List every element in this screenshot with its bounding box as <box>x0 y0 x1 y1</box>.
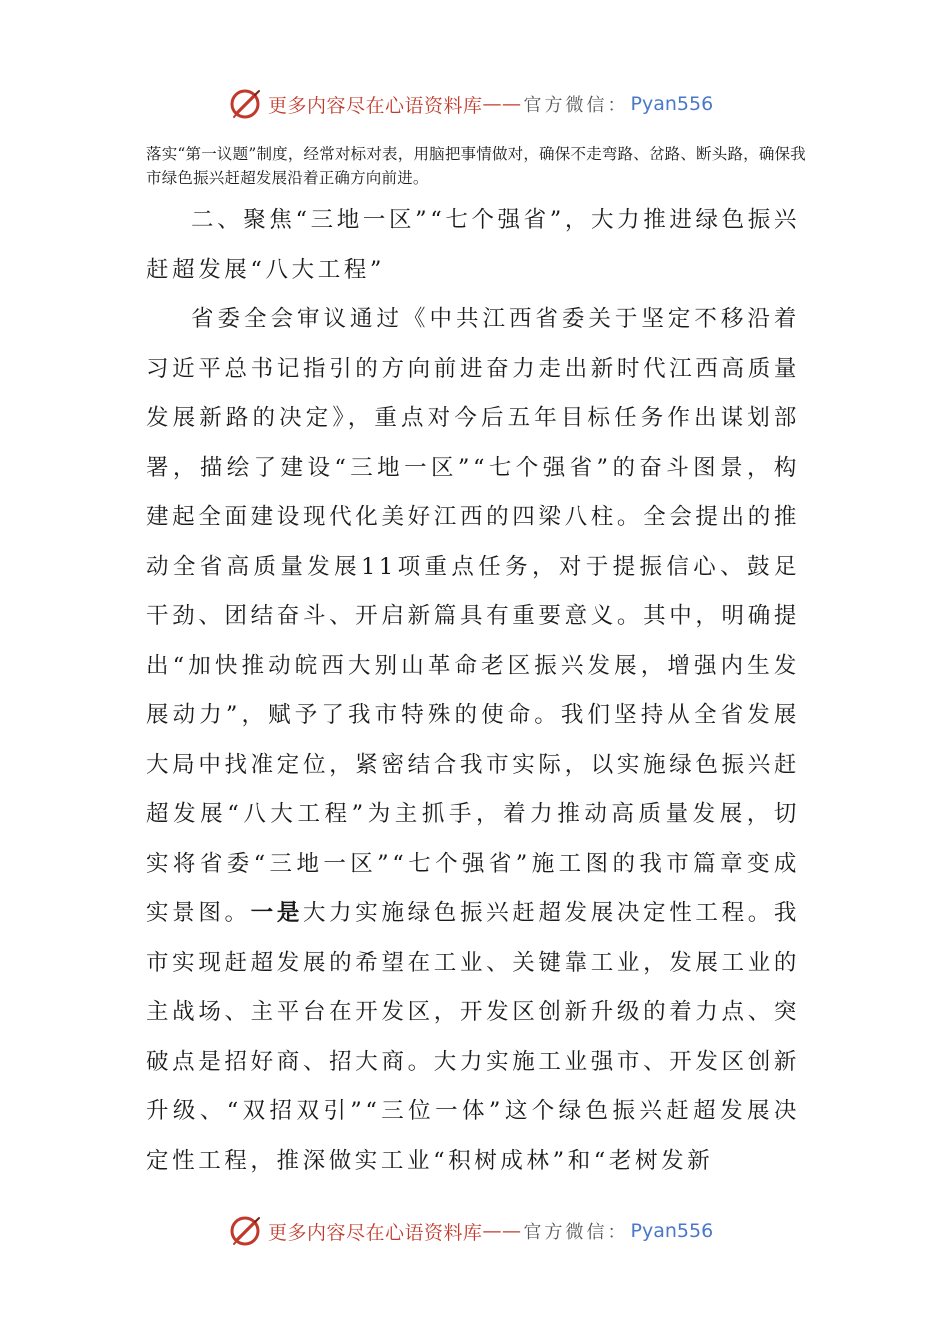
wechat-id: Pyan556 <box>630 93 714 115</box>
banner-dash: —— <box>482 93 522 115</box>
bold-lead-text: 一是 <box>250 900 303 926</box>
wechat-id: Pyan556 <box>630 1220 714 1242</box>
header-watermark-banner <box>228 84 713 124</box>
brand-text: 更多内容尽在心语资料库 <box>268 94 483 117</box>
body-text-part1: 省委全会审议通过《中共江西省委关于坚定不移沿着习近平总书记指引的方向前进奋力走出新时代江西高质量发展新路的决定》，重点对今后五年目标任务作出谋划部署，描绘了建设“三地一区”“七个强省”的奋斗图景，构建起全面建设现代化美好江西的四梁八柱。全会提出的推动全省高质量发展11项重点任务，对于提振信心、鼓足干劲、团结奋斗、开启新篇具有重要意义。其中，明确提出“加快推动皖西大别山革命老区振兴发展，增强内生发展动力”，赋予了我市特殊的使命。我们坚持从全省发展大局中找准定位，紧密结合我市实际，以实施绿色振兴赶超发展“八大工程”为主抓手，着力推动高质量发展，切实将省委“三地一区”“七个强省”施工图的我市篇章变成实景图。 <box>146 306 800 926</box>
pen-in-circle-icon <box>228 1213 264 1249</box>
wechat-label: 官方微信： <box>523 95 629 116</box>
section-heading: 二、聚焦“三地一区”“七个强省”，大力推进绿色振兴赶超发展“八大工程” <box>146 207 800 283</box>
body-paragraph <box>146 295 800 1186</box>
brand-text: 更多内容尽在心语资料库 <box>268 1221 483 1244</box>
banner-dash: —— <box>482 1220 522 1242</box>
wechat-label: 官方微信： <box>523 1222 629 1243</box>
document-body <box>146 196 800 1186</box>
body-text-part2: 大力实施绿色振兴赶超发展决定性工程。我市实现赶超发展的希望在工业、关键靠工业，发展工业的主战场、主平台在开发区，开发区创新升级的着力点、突破点是招好商、招大商。大力实施工业强市、开发区创新升级、“双招双引”“三位一体”这个绿色振兴赶超发展决定性工程，推深做实工业“积树成林”和“老树发新 <box>146 900 800 1174</box>
intro-paragraph: 落实“第一议题”制度，经常对标对表，用脑把事情做对，确保不走弯路、岔路、断头路，确保我市绿色振兴赶超发展沿着正确方向前进。 <box>146 145 806 187</box>
pen-in-circle-icon <box>228 86 264 122</box>
footer-watermark-banner <box>228 1211 713 1251</box>
